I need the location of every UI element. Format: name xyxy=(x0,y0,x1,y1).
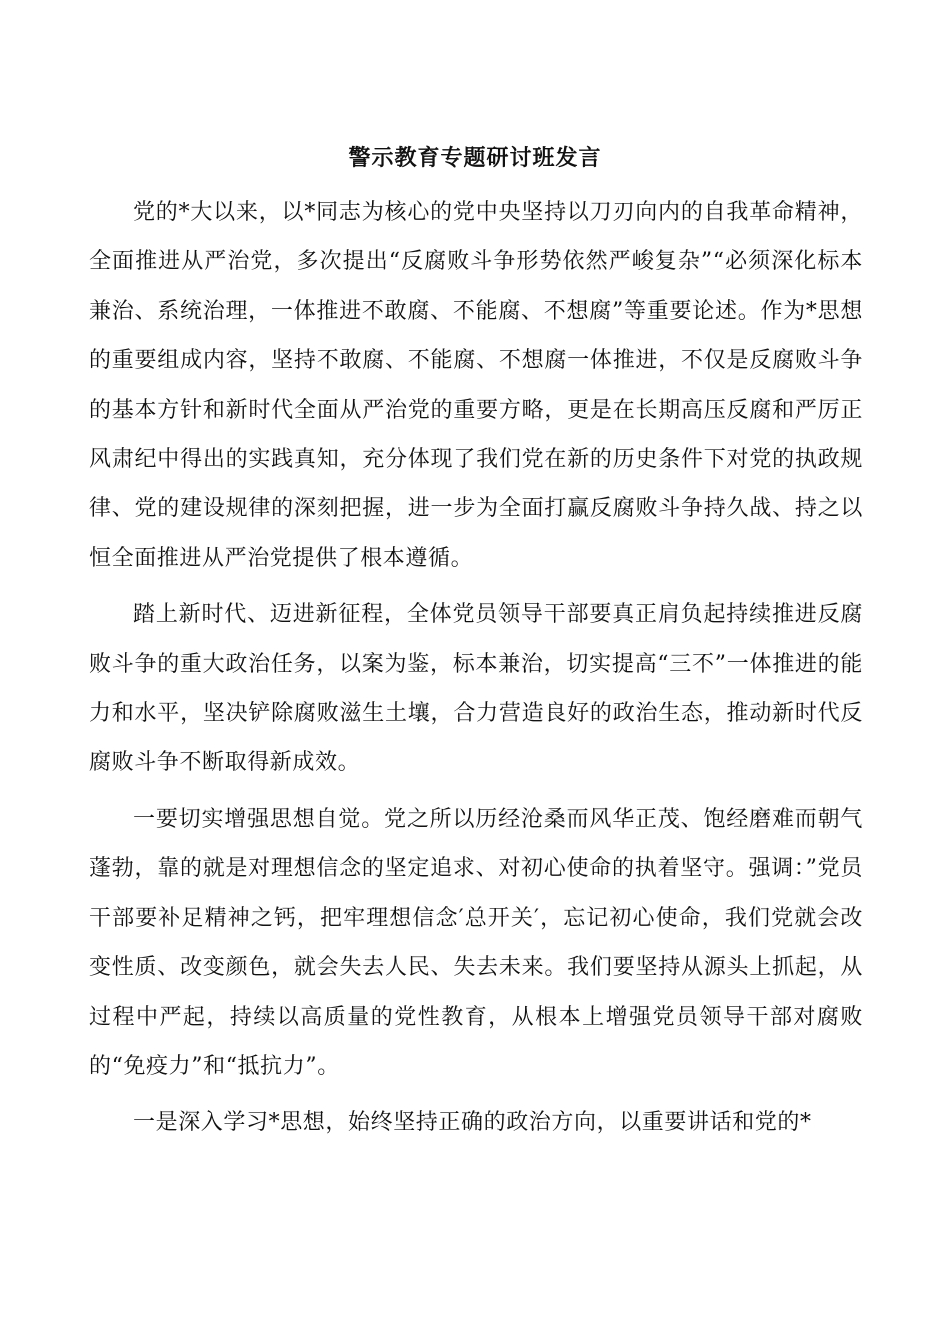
paragraph-3: 一要切实增强思想自觉。党之所以历经沧桑而风华正茂、饱经磨难而朝气蓬勃，靠的就是对理想信念的坚定追求、对初心使命的执着坚守。强调：”党员干部要补足精神之钙，把牢理想信念′总开关′，忘记初心使命，我们党就会改变性质、改变颜色，就会失去人民、失去未来。我们要坚持从源头上抓起，从过程中严起，持续以高质量的党性教育，从根本上增强党员领导干部对腐败的“免疫力”和“抵抗力”。 xyxy=(89,806,863,1079)
document-title: 警示教育专题研讨班发言 xyxy=(348,145,602,171)
paragraph-1: 党的*大以来，以*同志为核心的党中央坚持以刀刃向内的自我革命精神，全面推进从严治党，多次提出“反腐败斗争形势依然严峻复杂”“必须深化标本兼治、系统治理，一体推进不敢腐、不能腐、不想腐”等重要论述。作为*思想的重要组成内容，坚持不敢腐、不能腐、不想腐一体推进，不仅是反腐败斗争的基本方针和新时代全面从严治党的重要方略，更是在长期高压反腐和严厉正风肃纪中得出的实践真知，充分体现了我们党在新的历史条件下对党的执政规律、党的建设规律的深刻把握，进一步为全面打赢反腐败斗争持久战、持之以恒全面推进从严治党提供了根本遵循。 xyxy=(89,200,863,571)
document-body xyxy=(89,188,863,1155)
paragraph-2: 踏上新时代、迈进新征程，全体党员领导干部要真正肩负起持续推进反腐败斗争的重大政治任务，以案为鉴，标本兼治，切实提高“三不”一体推进的能力和水平，坚决铲除腐败滋生土壤，合力营造良好的政治生态，推动新时代反腐败斗争不断取得新成效。 xyxy=(89,602,863,776)
paragraph-4: 一是深入学习*思想，始终坚持正确的政治方向，以重要讲话和党的* xyxy=(133,1110,812,1136)
